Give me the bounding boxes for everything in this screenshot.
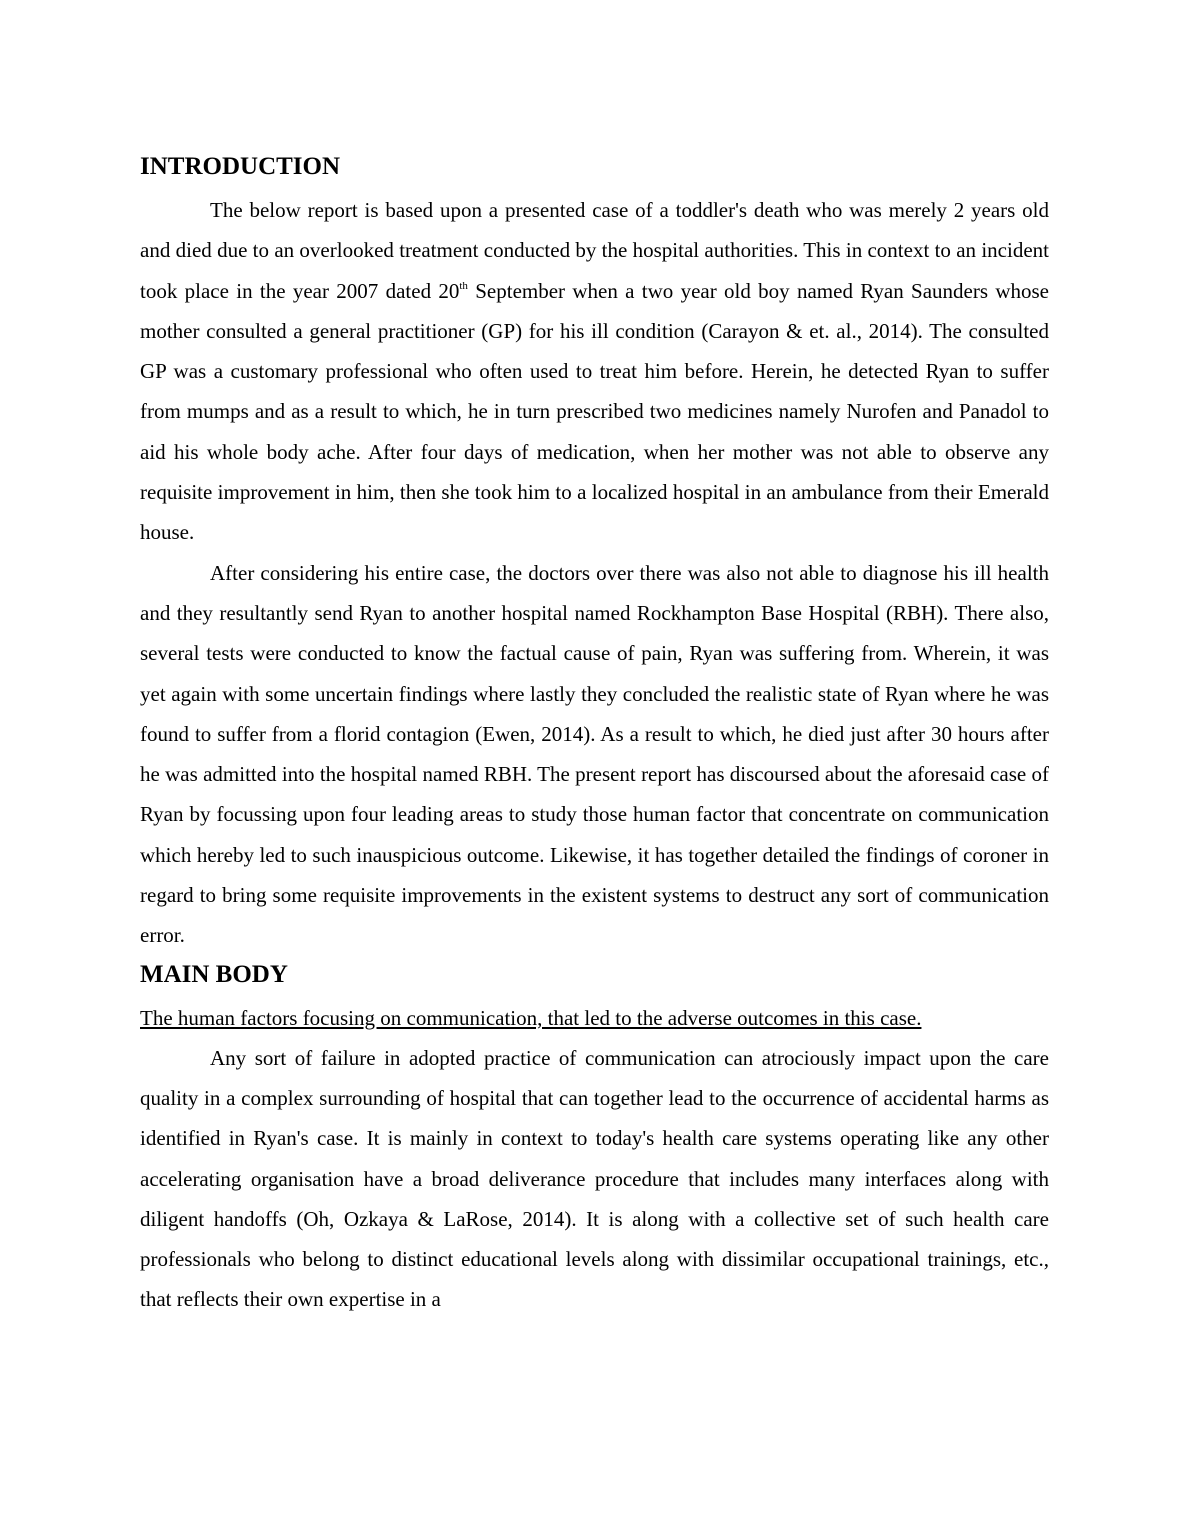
document-page xyxy=(140,148,1049,1320)
ordinal-superscript: th xyxy=(459,279,468,292)
introduction-paragraph-1 xyxy=(140,190,1049,553)
introduction-paragraph-1-text-b: September when a two year old boy named Ryan Saunders whose mother consulted a general practitioner (GP) for his ill condition (Carayon & et. al., 2014). The consulted GP was a customary professional who often used to treat him before. Herein, he detected Ryan to suffer from mumps and as a result to which, he in turn prescribed two medicines namely Nurofen and Panadol to aid his whole body ache. After four days of medication, when her mother was not able to observe any requisite improvement in him, then she took him to a localized hospital in an ambulance from their Emerald house. xyxy=(140,278,1049,545)
introduction-paragraph-2: After considering his entire case, the doctors over there was also not able to diagnose his ill health and they resultantly send Ryan to another hospital named Rockhampton Base Hospital (RBH). There also, several tests were conducted to know the factual cause of pain, Ryan was suffering from. Wherein, it was yet again with some uncertain findings where lastly they concluded the realistic state of Ryan where he was found to suffer from a florid contagion (Ewen, 2014). As a result to which, he died just after 30 hours after he was admitted into the hospital named RBH. The present report has discoursed about the aforesaid case of Ryan by focussing upon four leading areas to study those human factor that concentrate on communication which hereby led to such inauspicious outcome. Likewise, it has together detailed the findings of coroner in regard to bring some requisite improvements in the existent systems to destruct any sort of communication error. xyxy=(140,560,1049,948)
main-body-subheading: The human factors focusing on communication, that led to the adverse outcomes in this case. xyxy=(140,1005,922,1030)
introduction-heading: INTRODUCTION xyxy=(140,153,341,180)
introduction-paragraph-1-text-a: The below report is based upon a presented case of a toddler's death who was merely 2 years old and died due to an overlooked treatment conducted by the hospital authorities. This in context to an incident took place in the year 2007 dated 20 xyxy=(140,198,1049,303)
main-body-paragraph-1: Any sort of failure in adopted practice of communication can atrociously impact upon the care quality in a complex surrounding of hospital that can together lead to the occurrence of accidental harms as identified in Ryan's case. It is mainly in context to today's health care systems operating like any other accelerating organisation have a broad deliverance procedure that includes many interfaces along with diligent handoffs (Oh, Ozkaya & LaRose, 2014). It is along with a collective set of such health care professionals who belong to distinct educational levels along with dissimilar occupational trainings, etc., that reflects their own expertise in a xyxy=(140,1045,1049,1312)
main-body-heading: MAIN BODY xyxy=(140,960,288,988)
